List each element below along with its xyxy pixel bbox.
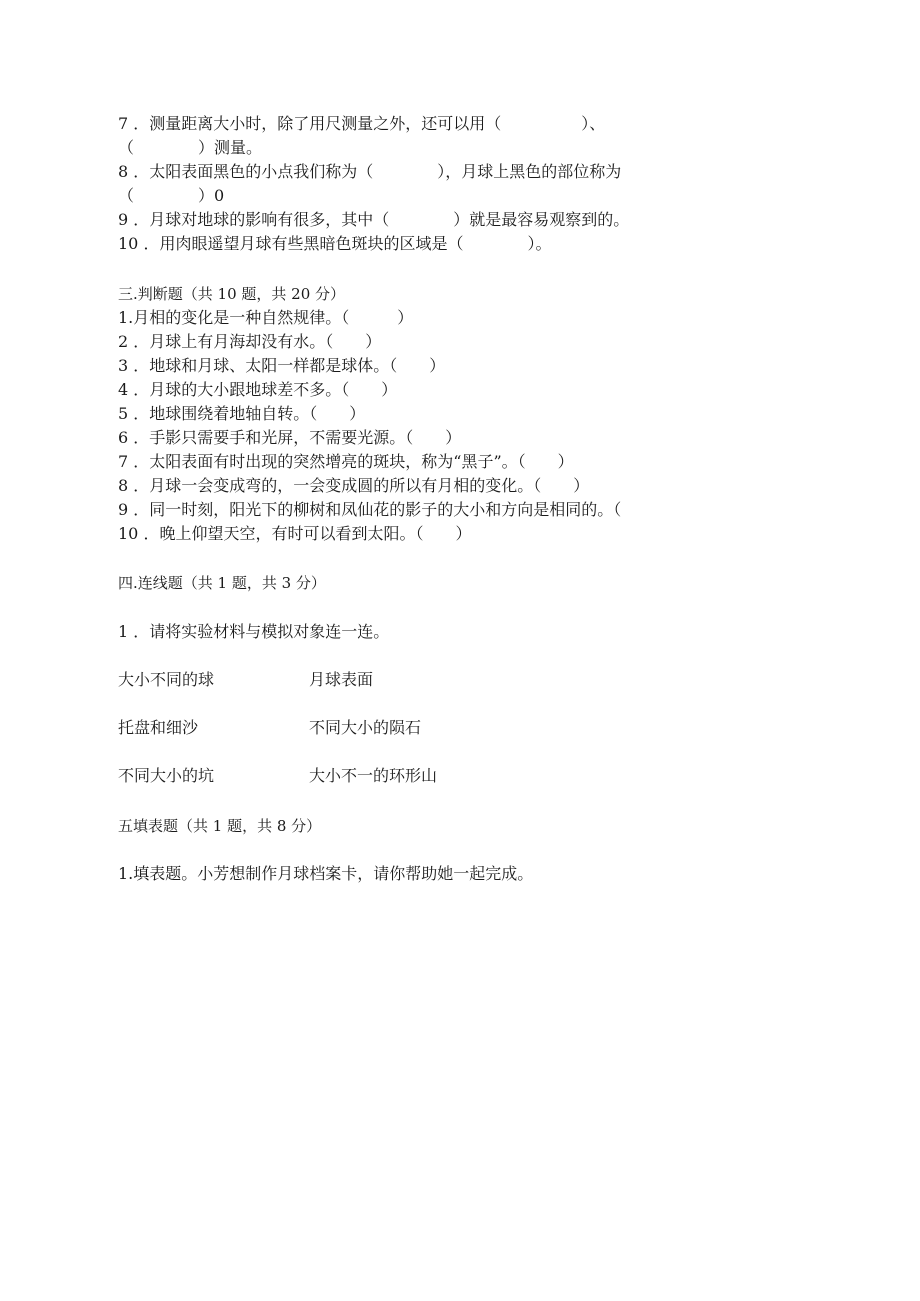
match-right-item-1: 月球表面 (309, 670, 374, 689)
match-left-item-2: 托盘和细沙 (118, 718, 199, 737)
judge-item-5: 5 ．地球围绕着地轴自转。（ ） (118, 404, 366, 423)
judge-item-8: 8 ．月球一会变成弯的，一会变成圆的所以有月相的变化。（ ） (118, 476, 590, 495)
match-right-item-3: 大小不一的环形山 (309, 766, 438, 785)
judge-item-3: 3 ．地球和月球、太阳一样都是球体。（ ） (118, 356, 446, 375)
fill-blank-q7-line2: （ ）测量。 (118, 138, 263, 157)
match-question: 1 ．请将实验材料与模拟对象连一连。 (118, 622, 390, 641)
judge-item-9: 9 ．同一时刻，阳光下的柳树和凤仙花的影子的大小和方向是相同的。（ (118, 500, 622, 519)
match-section-title: 四.连线题（共 1 题，共 3 分） (118, 574, 326, 592)
match-left-item-1: 大小不同的球 (118, 670, 215, 689)
table-question: 1.填表题。小芳想制作月球档案卡，请你帮助她一起完成。 (118, 864, 534, 883)
judge-item-4: 4 ．月球的大小跟地球差不多。（ ） (118, 380, 398, 399)
match-left-item-3: 不同大小的坑 (118, 766, 215, 785)
fill-blank-q7-line1: 7 ．测量距离大小时，除了用尺测量之外，还可以用（ ）、 (118, 114, 606, 133)
fill-blank-q8-line1: 8 ．太阳表面黑色的小点我们称为（ ），月球上黑色的部位称为 (118, 162, 622, 181)
fill-blank-q10: 10 ．用肉眼遥望月球有些黑暗色斑块的区域是（ ）。 (118, 234, 552, 253)
judge-item-10: 10 ．晚上仰望天空，有时可以看到太阳。（ ） (118, 524, 472, 543)
match-right-item-2: 不同大小的陨石 (309, 718, 422, 737)
table-section-title: 五填表题（共 1 题，共 8 分） (118, 817, 322, 835)
judge-item-7: 7 ．太阳表面有时出现的突然增亮的斑块，称为“黑子”。（ ） (118, 452, 574, 471)
judge-item-1: 1.月相的变化是一种自然规律。（ ） (118, 308, 414, 327)
judge-item-6: 6 ．手影只需要手和光屏，不需要光源。（ ） (118, 428, 462, 447)
fill-blank-q8-line2: （ ）0 (118, 186, 225, 205)
fill-blank-q9: 9 ．月球对地球的影响有很多，其中（ ）就是最容易观察到的。 (118, 210, 630, 229)
judge-section-title: 三.判断题（共 10 题，共 20 分） (118, 285, 346, 303)
judge-item-2: 2 ．月球上有月海却没有水。（ ） (118, 332, 382, 351)
